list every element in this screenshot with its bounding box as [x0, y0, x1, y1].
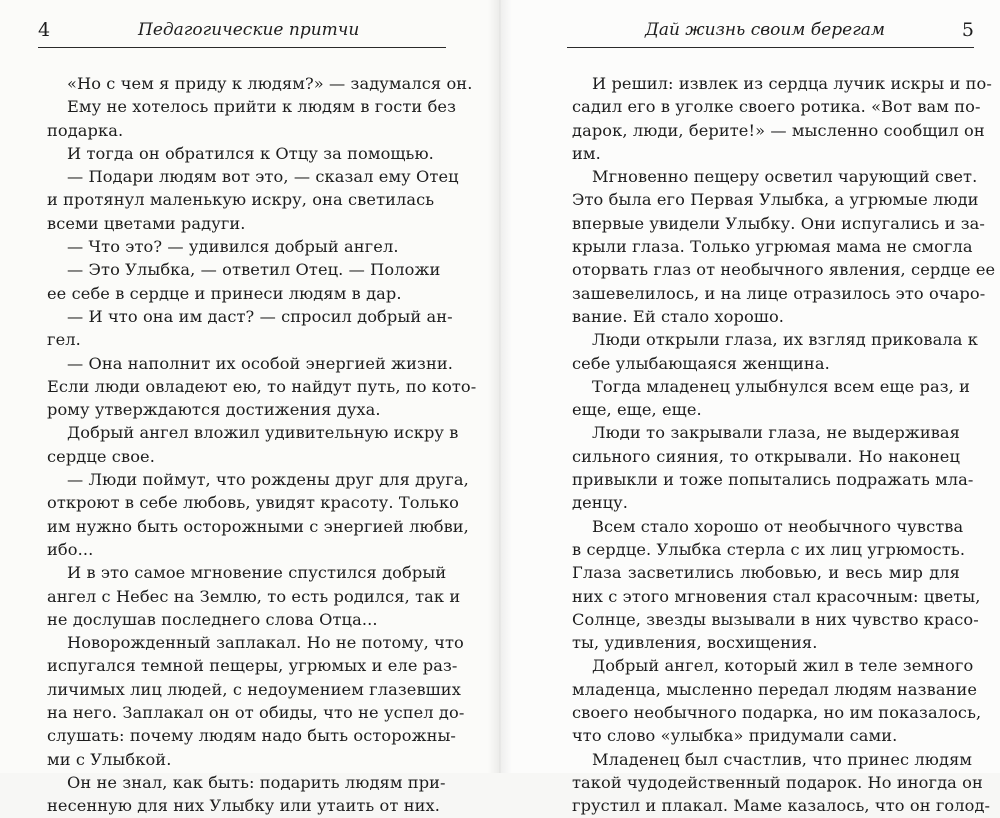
text-line: откроют в себе любовь, увидят красоту. Только	[47, 493, 460, 513]
text-line: денцу.	[572, 493, 629, 513]
text-line: Это была его Первая Улыбка, а угрюмые люди	[572, 190, 979, 210]
text-line: крыли глаза. Только угрюмая мама не смогла	[572, 237, 973, 257]
text-line: Новорожденный заплакал. Но не потому, что	[67, 633, 464, 653]
text-line: не дослушав последнего слова Отца...	[47, 609, 378, 629]
text-line: личимых лиц людей, с недоумением глазевших	[47, 679, 461, 699]
text-line: рому утверждаются достижения духа.	[47, 400, 381, 420]
left-header-rule	[38, 47, 446, 48]
text-line: себе улыбающаяся женщина.	[572, 353, 830, 373]
text-line: — Люди поймут, что рождены друг для друга,	[67, 470, 469, 490]
text-line: Тогда младенец улыбнулся всем еще раз, и	[592, 376, 971, 396]
text-line: слушать: почему людям надо быть осторожны-	[47, 726, 457, 746]
text-line: зашевелилось, и на лице отразилось это очаро-	[572, 283, 986, 303]
right-page-header	[567, 16, 974, 44]
text-line: им нужно быть осторожными с энергией любви,	[47, 516, 469, 536]
text-line: Всем стало хорошо от необычного чувства	[592, 516, 964, 536]
right-running-head: Дай жизнь своим берегам	[645, 20, 886, 40]
text-line: Люди открыли глаза, их взгляд приковала к	[592, 330, 978, 350]
text-line: Он не знал, как быть: подарить людям при-	[67, 772, 446, 792]
text-line: ангел с Небес на Землю, то есть родился, так и	[47, 586, 461, 606]
text-line: них с этого мгновения стал красочным: цветы,	[572, 586, 981, 606]
text-line: младенца, мысленно передал людям название	[572, 679, 978, 699]
text-line: И тогда он обратился к Отцу за помощью.	[67, 143, 434, 163]
text-line: ты, удивления, восхищения.	[572, 633, 818, 653]
text-line: такой чудодейственный подарок. Но иногда он	[572, 772, 983, 792]
text-line: грустил и плакал. Маме казалось, что он голод-	[572, 796, 991, 816]
text-line: им.	[572, 143, 601, 163]
text-line: своего необычного подарка, но им показалось,	[572, 703, 982, 723]
text-line: на него. Заплакал он от обиды, что не успел до-	[47, 703, 465, 723]
text-line: в сердце. Улыбка стерла с их лиц угрюмость.	[572, 539, 966, 559]
left-page-header	[38, 16, 446, 44]
book-gutter-shadow	[488, 0, 512, 773]
text-line: — Что это? — удивился добрый ангел.	[67, 237, 399, 257]
text-line: Младенец был счастлив, что принес людям	[592, 749, 973, 769]
text-line: — Это Улыбка, — ответил Отец. — Положи	[67, 260, 441, 280]
text-line: садил его в уголке своего ротика. «Вот вам по-	[572, 97, 981, 117]
text-line: подарка.	[47, 120, 124, 140]
text-line: — И что она им даст? — спросил добрый ан-	[67, 306, 453, 326]
text-line: впервые увидели Улыбку. Они испугались и за-	[572, 213, 985, 233]
right-page-text	[572, 72, 996, 818]
text-line: ее себе в сердце и принеси людям в дар.	[47, 283, 402, 303]
right-page-number: 5	[961, 19, 974, 41]
text-line: всеми цветами радуги.	[47, 213, 246, 233]
text-line: Люди то закрывали глаза, не выдерживая	[592, 423, 960, 443]
text-line: испугался темной пещеры, угрюмых и еле раз-	[47, 656, 458, 676]
right-page	[500, 0, 1000, 816]
text-line: И в это самое мгновение спустился добрый	[67, 563, 447, 583]
text-line: — Подари людям вот это, — сказал ему Отец	[67, 167, 459, 187]
text-line: «Но с чем я приду к людям?» — задумался он.	[67, 74, 473, 93]
text-line: И решил: извлек из сердца лучик искры и по-	[592, 74, 992, 93]
text-line: привыкли и тоже попытались подражать мла-	[572, 470, 974, 490]
text-line: оторвать глаз от необычного явления, сердце ее	[572, 260, 996, 280]
left-running-head: Педагогические притчи	[138, 20, 360, 40]
text-line: дарок, люди, берите!» — мысленно сообщил он	[572, 120, 985, 140]
text-line: Добрый ангел, который жил в теле земного	[592, 656, 974, 676]
left-page	[0, 0, 500, 816]
text-line: ми с Улыбкой.	[47, 749, 172, 769]
text-line: несенную для них Улыбку или утаить от них.	[47, 796, 440, 816]
text-line: вание. Ей стало хорошо.	[572, 306, 785, 326]
text-line: ибо...	[47, 539, 94, 559]
text-line: Если люди овладеют ею, то найдут путь, по кото-	[47, 376, 477, 396]
text-line: Мгновенно пещеру осветил чарующий свет.	[592, 167, 978, 187]
text-line: что слово «улыбка» придумали сами.	[572, 726, 898, 746]
text-line: гел.	[47, 330, 81, 350]
text-line: и протянул маленькую искру, она светилась	[47, 190, 435, 210]
left-page-number: 4	[38, 19, 51, 41]
text-line: Добрый ангел вложил удивительную искру в	[67, 423, 459, 443]
text-line: сердце свое.	[47, 446, 155, 466]
text-line: — Она наполнит их особой энергией жизни.	[67, 353, 453, 373]
text-line: Ему не хотелось прийти к людям в гости без	[67, 97, 457, 117]
text-line: Глаза засветились любовью, и весь мир для	[572, 563, 960, 583]
text-line: Солнце, звезды вызывали в них чувство красо-	[572, 609, 979, 629]
right-header-rule	[567, 47, 974, 48]
text-line: еще, еще, еще.	[572, 400, 702, 420]
text-line: сильного сияния, то открывали. Но наконец	[572, 446, 960, 466]
left-page-text	[47, 72, 477, 818]
